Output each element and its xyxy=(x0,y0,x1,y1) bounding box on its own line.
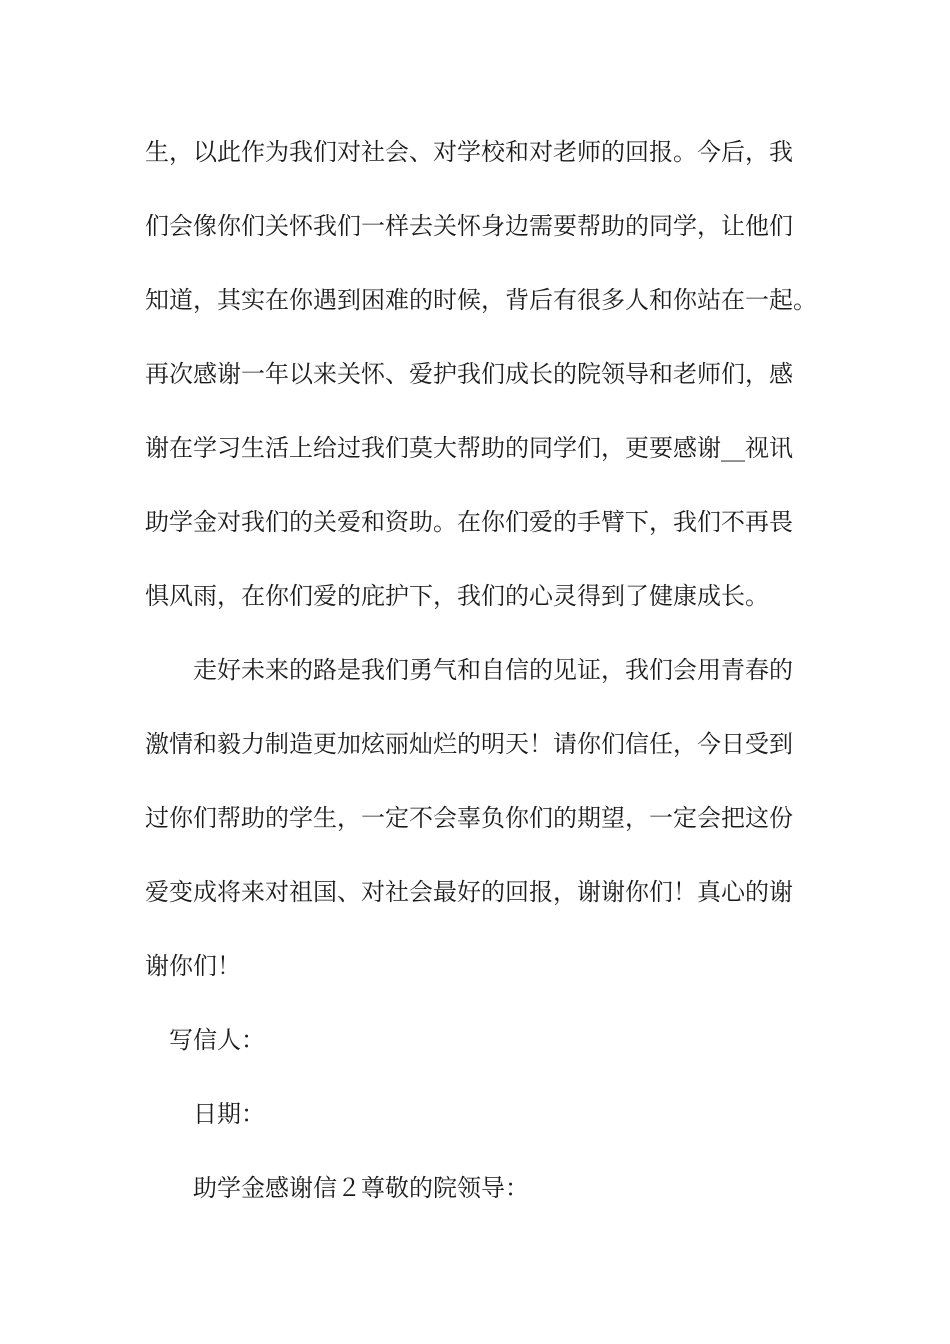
text-line-7: 惧风雨，在你们爱的庇护下，我们的心灵得到了健康成长。 xyxy=(145,582,769,610)
text-line-4: 再次感谢一年以来关怀、爱护我们成长的院领导和老师们，感 xyxy=(145,360,793,388)
text-line-2: 们会像你们关怀我们一样去关怀身边需要帮助的同学，让他们 xyxy=(145,212,793,240)
next-letter-heading: 助学金感谢信２尊敬的院领导： xyxy=(193,1174,529,1202)
text-line-1: 生，以此作为我们对社会、对学校和对老师的回报。今后，我 xyxy=(145,138,793,166)
text-line-12: 谢你们！ xyxy=(145,952,241,980)
date-label: 日期： xyxy=(193,1100,265,1128)
paragraph-start-line: 走好未来的路是我们勇气和自信的见证，我们会用青春的 xyxy=(193,656,793,684)
text-line-3: 知道，其实在你遇到困难的时候，背后有很多人和你站在一起。 xyxy=(145,286,817,314)
text-line-9: 激情和毅力制造更加炫丽灿烂的明天！请你们信任，今日受到 xyxy=(145,730,793,758)
text-line-5: 谢在学习生活上给过我们莫大帮助的同学们，更要感谢__视讯 xyxy=(145,434,793,462)
text-line-6: 助学金对我们的关爱和资助。在你们爱的手臂下，我们不再畏 xyxy=(145,508,793,536)
text-line-10: 过你们帮助的学生，一定不会辜负你们的期望，一定会把这份 xyxy=(145,804,793,832)
text-line-11: 爱变成将来对祖国、对社会最好的回报，谢谢你们！真心的谢 xyxy=(145,878,793,906)
signature-label: 写信人： xyxy=(169,1026,265,1054)
